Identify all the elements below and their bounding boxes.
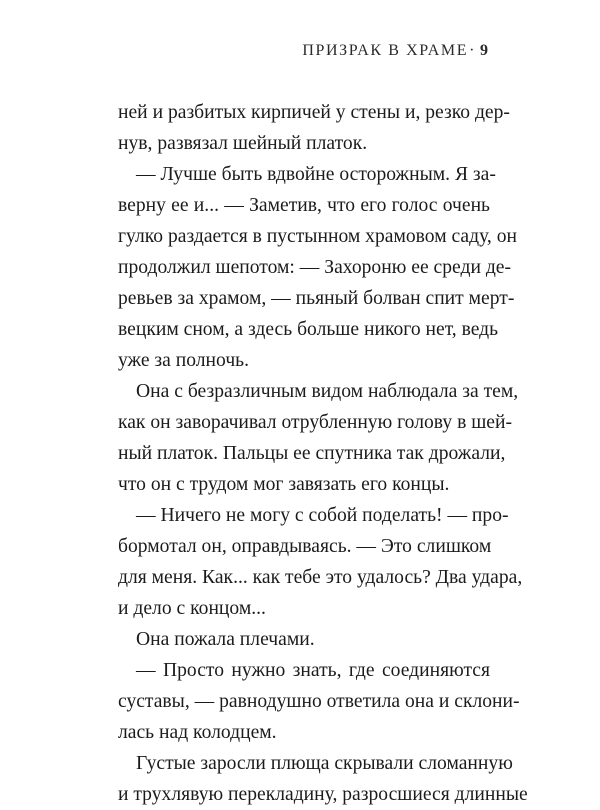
page-number: 9	[480, 42, 488, 59]
text-line: ней и разбитых кирпичей у стены и, резко дер-	[118, 102, 510, 123]
text-line: Густые заросли плюща скрывали сломанную	[136, 753, 513, 774]
text-line: — Лучше быть вдвойне осторожным. Я за-	[136, 164, 496, 185]
text-line: — Просто нужно знать, где соединяются	[136, 660, 490, 681]
text-line: суставы, — равнодушно ответила она и склони-	[118, 691, 520, 712]
text-line: нув, развязал шейный платок.	[118, 133, 368, 154]
running-header-separator: ·	[469, 42, 476, 59]
text-line: Она пожала плечами.	[136, 629, 315, 650]
text-line: уже за полночь.	[118, 350, 250, 371]
text-line: Она с безразличным видом наблюдала за тем,	[136, 381, 519, 402]
text-line: вецким сном, а здесь больше никого нет, ведь	[118, 319, 499, 340]
running-header	[302, 42, 488, 60]
text-line: для меня. Как... как тебе это удалось? Два удара,	[118, 567, 523, 588]
paragraph	[118, 500, 523, 624]
paragraph	[118, 159, 518, 376]
text-line: и трухлявую перекладину, разросшиеся длинные	[118, 784, 528, 805]
text-line: ревьев за храмом, — пьяный болван спит мерт-	[118, 288, 515, 309]
running-header-title: ПРИЗРАК В ХРАМЕ	[302, 42, 469, 59]
paragraph	[118, 97, 510, 159]
body-text	[118, 97, 528, 810]
text-line: гулко раздается в пустынном храмовом саду, он	[118, 226, 518, 247]
paragraph	[118, 376, 519, 500]
paragraph	[118, 748, 528, 810]
paragraph	[118, 655, 520, 748]
text-line: верну ее и... — Заметив, что его голос очень	[118, 195, 490, 216]
text-line: бормотал он, оправдываясь. — Это слишком	[118, 536, 492, 557]
text-line: и дело с концом...	[118, 598, 266, 619]
text-line: как он заворачивал отрубленную голову в шей-	[118, 412, 513, 433]
text-line: продолжил шепотом: — Захороню ее среди де-	[118, 257, 512, 278]
text-line: лась над колодцем.	[118, 722, 277, 743]
text-line: что он с трудом мог завязать его концы.	[118, 474, 450, 495]
paragraph	[118, 624, 490, 655]
text-line: — Ничего не могу с собой поделать! — про-	[136, 505, 509, 526]
text-line: ный платок. Пальцы ее спутника так дрожали,	[118, 443, 506, 464]
